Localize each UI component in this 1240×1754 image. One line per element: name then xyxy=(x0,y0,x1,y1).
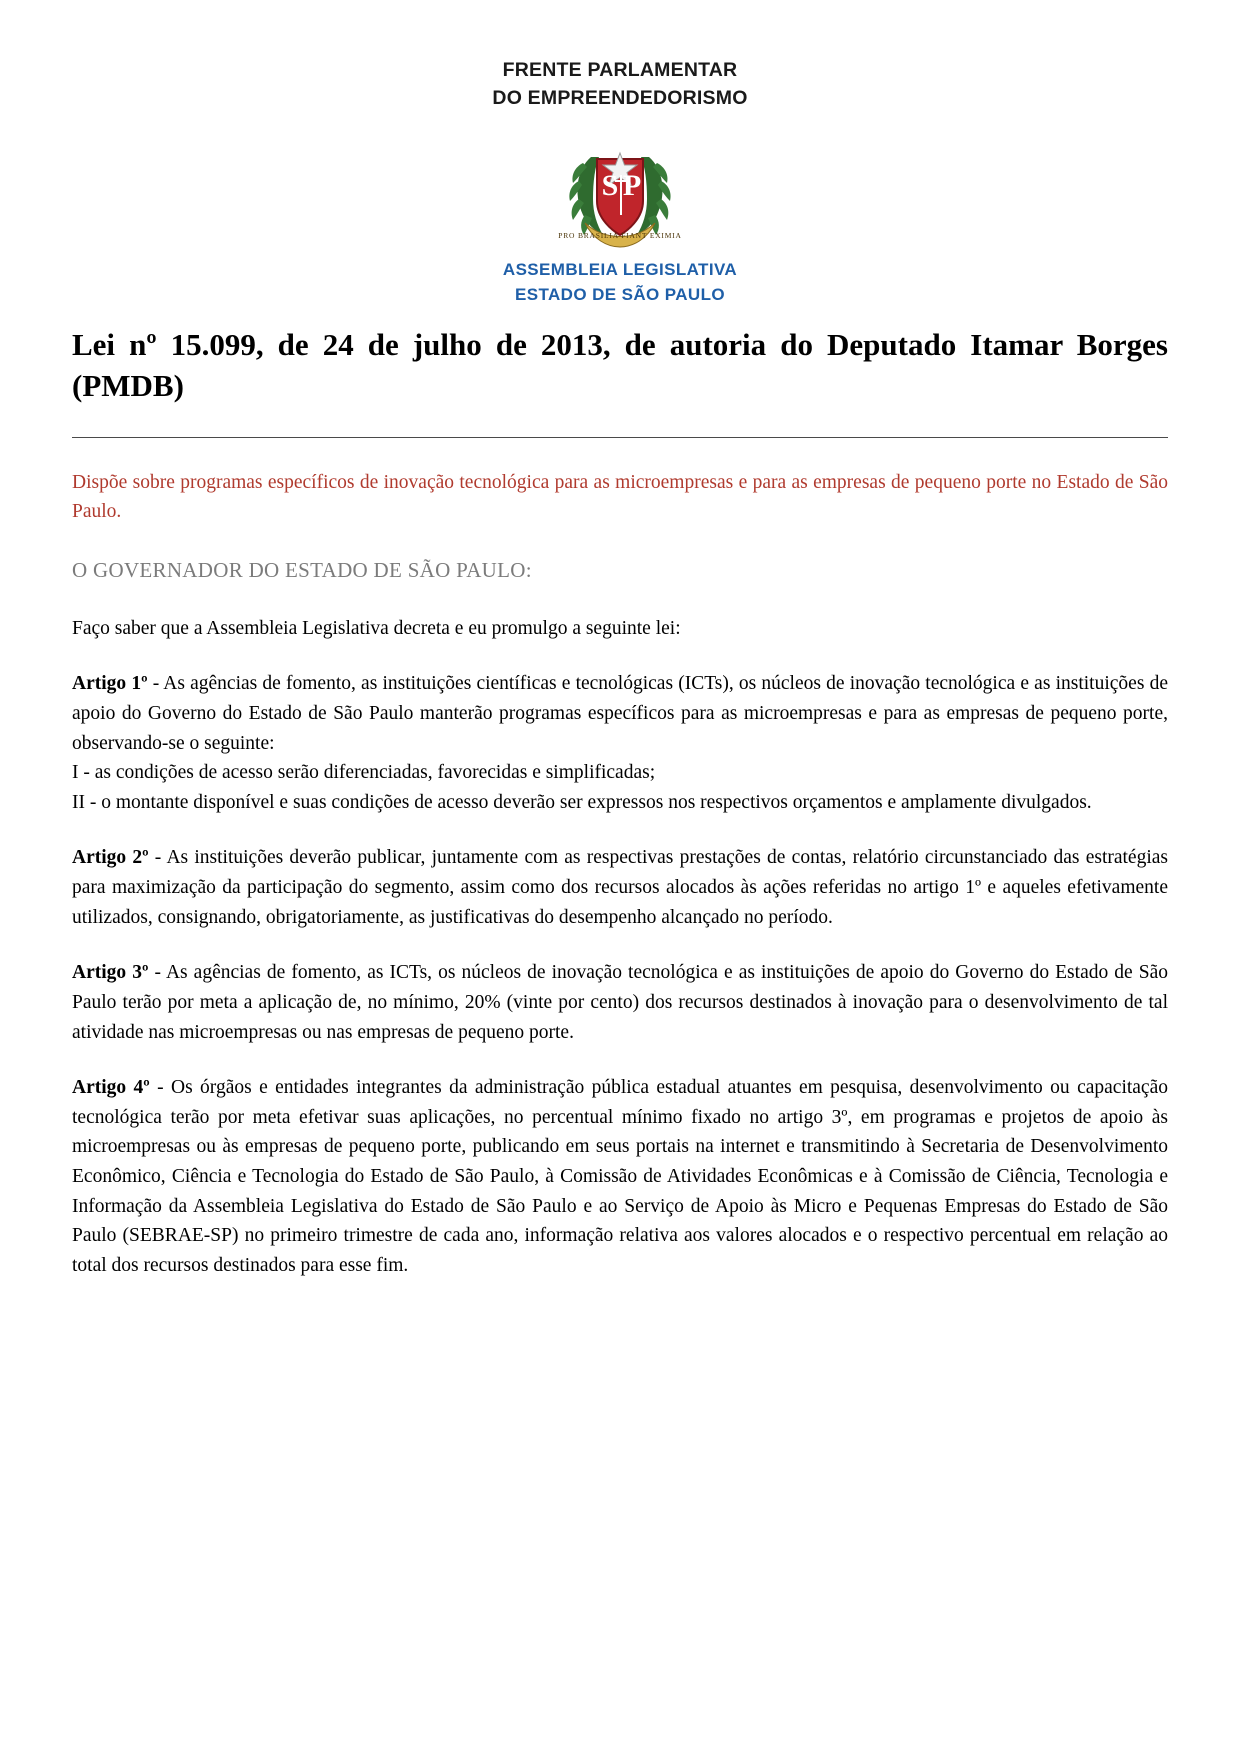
article-label-2: Artigo 2º xyxy=(72,847,149,869)
article-paragraph-2 xyxy=(72,843,1168,932)
article-text-2: - As instituições deverão publicar, juntamente com as respectivas prestações de contas, relatório circunstanciado das estratégias para maximização da participação do segmento, assim como dos recursos alocados às ações referidas no artigo 1º e aqueles efetivamente utilizados, consignando, obrigatoriamente, as justificativas do desempenho alcançado no período. xyxy=(72,847,1168,928)
svg-text:S: S xyxy=(601,168,619,202)
document-header xyxy=(72,56,1168,308)
article-label-3: Artigo 3º xyxy=(72,962,149,984)
preamble-paragraph: Faço saber que a Assembleia Legislativa decreta e eu promulgo a seguinte lei: xyxy=(72,617,681,639)
article-text-4: - Os órgãos e entidades integrantes da administração pública estadual atuantes em pesquisa, desenvolvimento ou capacitação tecnológica terão por meta efetivar suas aplicações, no percentual mínimo fixado no artigo 3º, em programas e projetos de apoio às microempresas ou às empresas de pequeno porte, publicando em seus portais na internet e transmitindo à Secretaria de Desenvolvimento Econômico, Ciência e Tecnologia do Estado de São Paulo, à Comissão de Atividades Econômicas e à Comissão de Ciência, Tecnologia e Informação da Assembleia Legislativa do Estado de São Paulo e ao Serviço de Apoio às Micro e Pequenas Empresas do Estado de São Paulo (SEBRAE-SP) no primeiro trimestre de cada ano, informação relativa aos valores alocados e o respectivo percentual em relação ao total dos recursos destinados para esse fim. xyxy=(72,1077,1168,1276)
institution-name-line2: ESTADO DE SÃO PAULO xyxy=(514,285,726,305)
title-divider xyxy=(72,437,1168,438)
article-text-1: - As agências de fomento, as instituições científicas e tecnológicas (ICTs), os núcleos de inovação tecnológica e as instituições de apoio do Governo do Estado de São Paulo manterão programas específicos para as microempresas e para as empresas de pequeno porte, observando-se o seguinte: xyxy=(72,673,1168,754)
article-1-item-2: II - o montante disponível e suas condições de acesso deverão ser expressos nos respectivos orçamentos e amplamente divulgados. xyxy=(72,791,1092,813)
article-paragraph-3 xyxy=(72,958,1168,1047)
governor-heading: O GOVERNADOR DO ESTADO DE SÃO PAULO: xyxy=(72,558,532,583)
article-label-1: Artigo 1º xyxy=(72,673,148,695)
svg-text:PRO BRASILIA FIANT EXIMIA: PRO BRASILIA FIANT EXIMIA xyxy=(558,230,682,240)
institution-name-line1: ASSEMBLEIA LEGISLATIVA xyxy=(502,259,738,279)
ementa-text: Dispõe sobre programas específicos de inovação tecnológica para as microempresas e para as empresas de pequeno porte no Estado de São Paulo. xyxy=(72,471,1168,522)
article-text-3: - As agências de fomento, as ICTs, os núcleos de inovação tecnológica e as instituições de apoio do Governo do Estado de São Paulo terão por meta a aplicação de, no mínimo, 20% (vinte por cento) dos recursos destinados à inovação para o desenvolvimento de tal atividade nas microempresas ou nas empresas de pequeno porte. xyxy=(72,962,1168,1043)
frente-parlamentar-line2: DO EMPREENDEDORISMO xyxy=(492,87,748,110)
article-label-4: Artigo 4º xyxy=(72,1077,150,1099)
page-title: Lei nº 15.099, de 24 de julho de 2013, de autoria do Deputado Itamar Borges (PMDB) xyxy=(72,326,1168,403)
frente-parlamentar-line1: FRENTE PARLAMENTAR xyxy=(502,59,738,81)
article-paragraph-1 xyxy=(72,669,1168,758)
svg-text:P: P xyxy=(622,168,642,202)
article-paragraph-4 xyxy=(72,1073,1168,1280)
sao-paulo-coat-of-arms-icon xyxy=(555,123,685,251)
article-1-items xyxy=(72,758,1168,817)
coat-of-arms-wrapper xyxy=(72,123,1168,251)
article-1-item-1: I - as condições de acesso serão diferenciadas, favorecidas e simplificadas; xyxy=(72,762,656,784)
